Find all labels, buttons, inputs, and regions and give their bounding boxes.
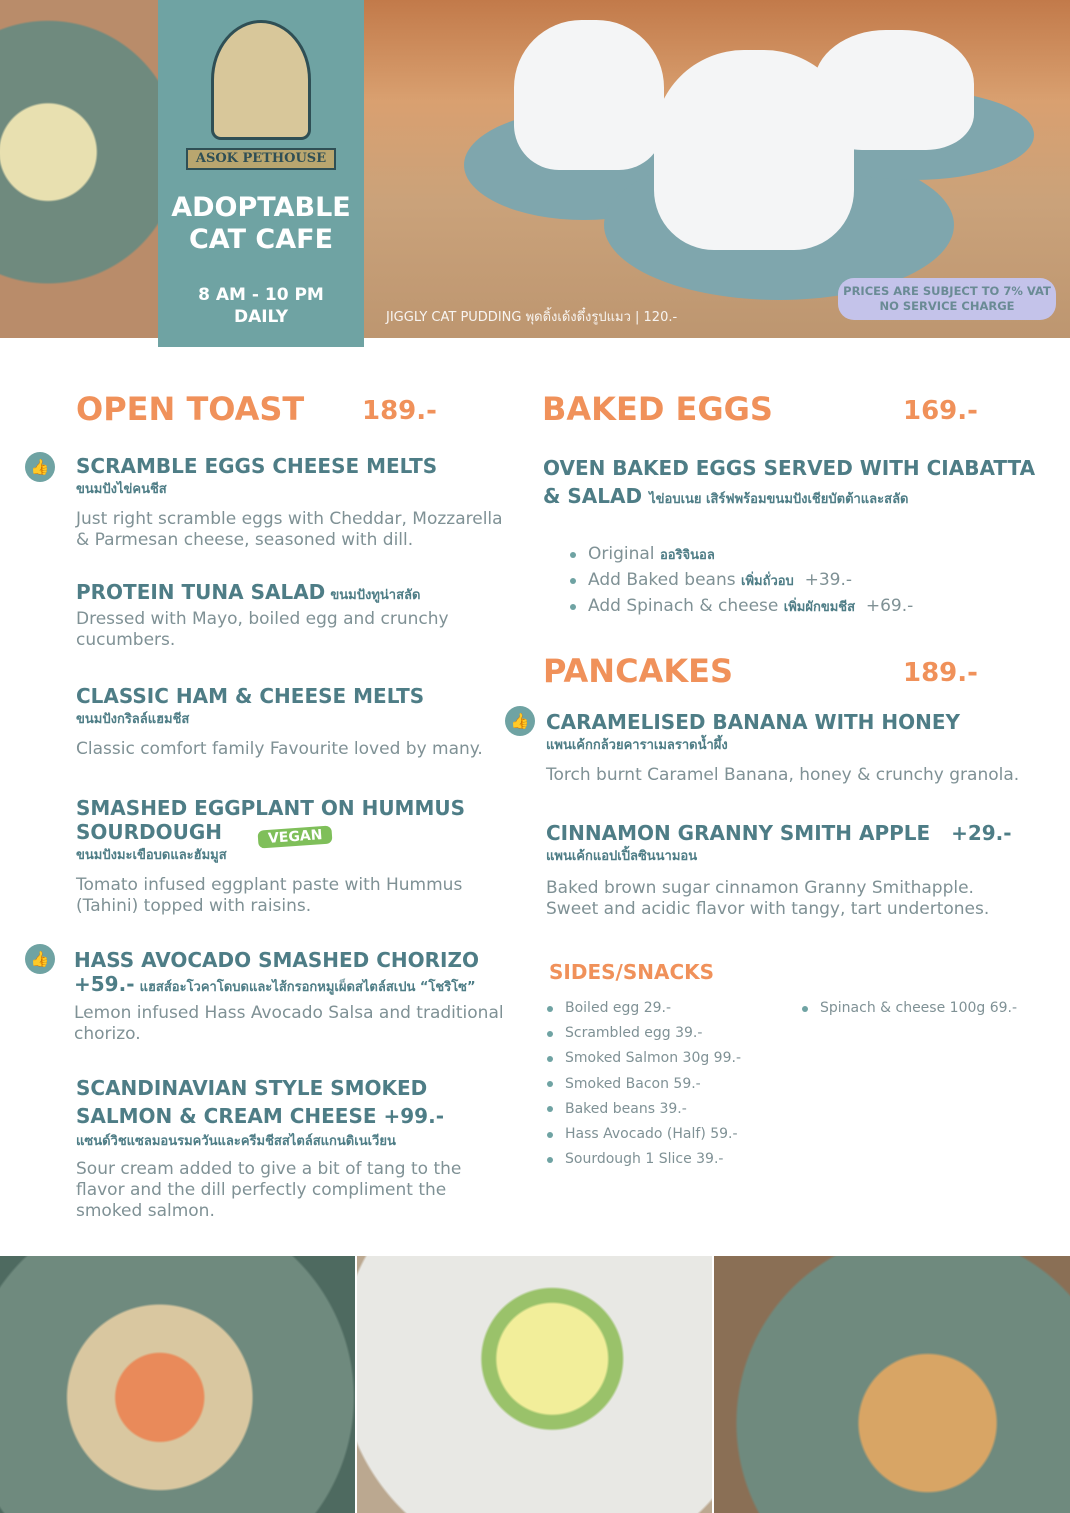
side-item: Sourdough 1 Slice 39.- xyxy=(543,1147,741,1172)
sides-list-2 xyxy=(798,996,1017,1021)
menu-item: SMASHED EGGPLANT ON HUMMUS SOURDOUGH ขนมปังมะเขือบดและฮัมมูส Tomato infused eggplant paste with Hummus (Tahini) topped with raisins. xyxy=(76,796,466,916)
section-title-pancakes: PANCAKES xyxy=(543,652,734,690)
vegan-badge: VEGAN xyxy=(257,825,333,848)
section-price: 169.- xyxy=(903,396,978,426)
side-item: Scrambled egg 39.- xyxy=(543,1021,741,1046)
option-item: Add Baked beans เพิ่มถั่วอบ +39.- xyxy=(566,568,913,594)
salmon-toast-photo xyxy=(0,1256,355,1513)
thumbs-up-icon: 👍 xyxy=(25,452,55,482)
baked-eggs-options xyxy=(566,542,913,620)
side-item: Smoked Salmon 30g 99.- xyxy=(543,1046,741,1071)
scrambled-eggs-photo xyxy=(357,1256,712,1513)
brand-subtitle: CAT CAFE xyxy=(188,224,334,255)
side-item: Smoked Bacon 59.- xyxy=(543,1072,741,1097)
menu-item: SCRAMBLE EGGS CHEESE MELTS ขนมปังไข่คนชีส Just right scramble eggs with Cheddar, Mozzarella & Parmesan cheese, seasoned with dill. xyxy=(76,454,503,550)
brand-title: ADOPTABLE xyxy=(171,192,351,223)
section-title-baked-eggs: BAKED EGGS xyxy=(542,390,773,428)
option-item: Add Spinach & cheese เพิ่มผักขมชีส +69.- xyxy=(566,594,913,620)
section-price: 189.- xyxy=(903,658,978,688)
side-item: Spinach & cheese 100g 69.- xyxy=(798,996,1017,1021)
side-item: Boiled egg 29.- xyxy=(543,996,741,1021)
section-title-open-toast: OPEN TOAST xyxy=(76,390,305,428)
brand-panel xyxy=(158,0,364,347)
menu-item: CARAMELISED BANANA WITH HONEY แพนเค้กกล้วยคาราเมลราดน้ำผึ้ง Torch burnt Caramel Banana, honey & crunchy granola. xyxy=(546,710,1020,785)
option-item: Original ออริจินอล xyxy=(566,542,913,568)
menu-item: OVEN BAKED EGGS SERVED WITH CIABATTA & SALAD ไข่อบเนย เสิร์ฟพร้อมขนมปังเชียบัตต้าและสลัด xyxy=(543,456,1036,508)
menu-item: HASS AVOCADO SMASHED CHORIZO +59.- แฮสส์อะโวคาโดบดและไส้กรอกหมูเผ็ดสไตล์สเปน “โชริโซ” Lemon infused Hass Avocado Salsa and traditional chorizo. xyxy=(74,948,504,1044)
cafe-logo: ASOK PETHOUSE xyxy=(186,20,336,170)
tuna-salad-photo xyxy=(0,0,160,338)
sides-title: SIDES/SNACKS xyxy=(549,960,715,984)
opening-hours: 8 AM - 10 PM xyxy=(198,285,324,305)
photo-caption: JIGGLY CAT PUDDING พุดดิ้งเด้งดึ๋งรูปแมว | 120.- xyxy=(386,310,678,325)
menu-item: CINNAMON GRANNY SMITH APPLE +29.- แพนเค้กแอปเปิ้ลซินนามอน Baked brown sugar cinnamon Granny Smithapple. Sweet and acidic flavor with tangy, tart undertones. xyxy=(546,821,1012,919)
vat-notice: PRICES ARE SUBJECT TO 7% VAT NO SERVICE CHARGE xyxy=(838,278,1056,320)
thumbs-up-icon: 👍 xyxy=(25,944,55,974)
thumbs-up-icon: 👍 xyxy=(505,706,535,736)
menu-item: CLASSIC HAM & CHEESE MELTS ขนมปังกริลล์แฮมชีส Classic comfort family Favourite loved by many. xyxy=(76,684,483,759)
sides-list xyxy=(543,996,741,1172)
opening-days: DAILY xyxy=(233,307,289,327)
section-price: 189.- xyxy=(362,396,437,426)
side-item: Hass Avocado (Half) 59.- xyxy=(543,1122,741,1147)
pancake-photo xyxy=(714,1256,1070,1513)
menu-item: PROTEIN TUNA SALAD ขนมปังทูน่าสลัด Dressed with Mayo, boiled egg and crunchy cucumbers. xyxy=(76,580,449,650)
side-item: Baked beans 39.- xyxy=(543,1097,741,1122)
menu-item: SCANDINAVIAN STYLE SMOKED SALMON & CREAM CHEESE +99.- แซนด์วิชแซลมอนรมควันและครีมชีสสไตล์สแกนดิเนเวียน Sour cream added to give a bit of tang to the flavor and the dill perfectly compliment the smoked salmon. xyxy=(76,1076,462,1221)
